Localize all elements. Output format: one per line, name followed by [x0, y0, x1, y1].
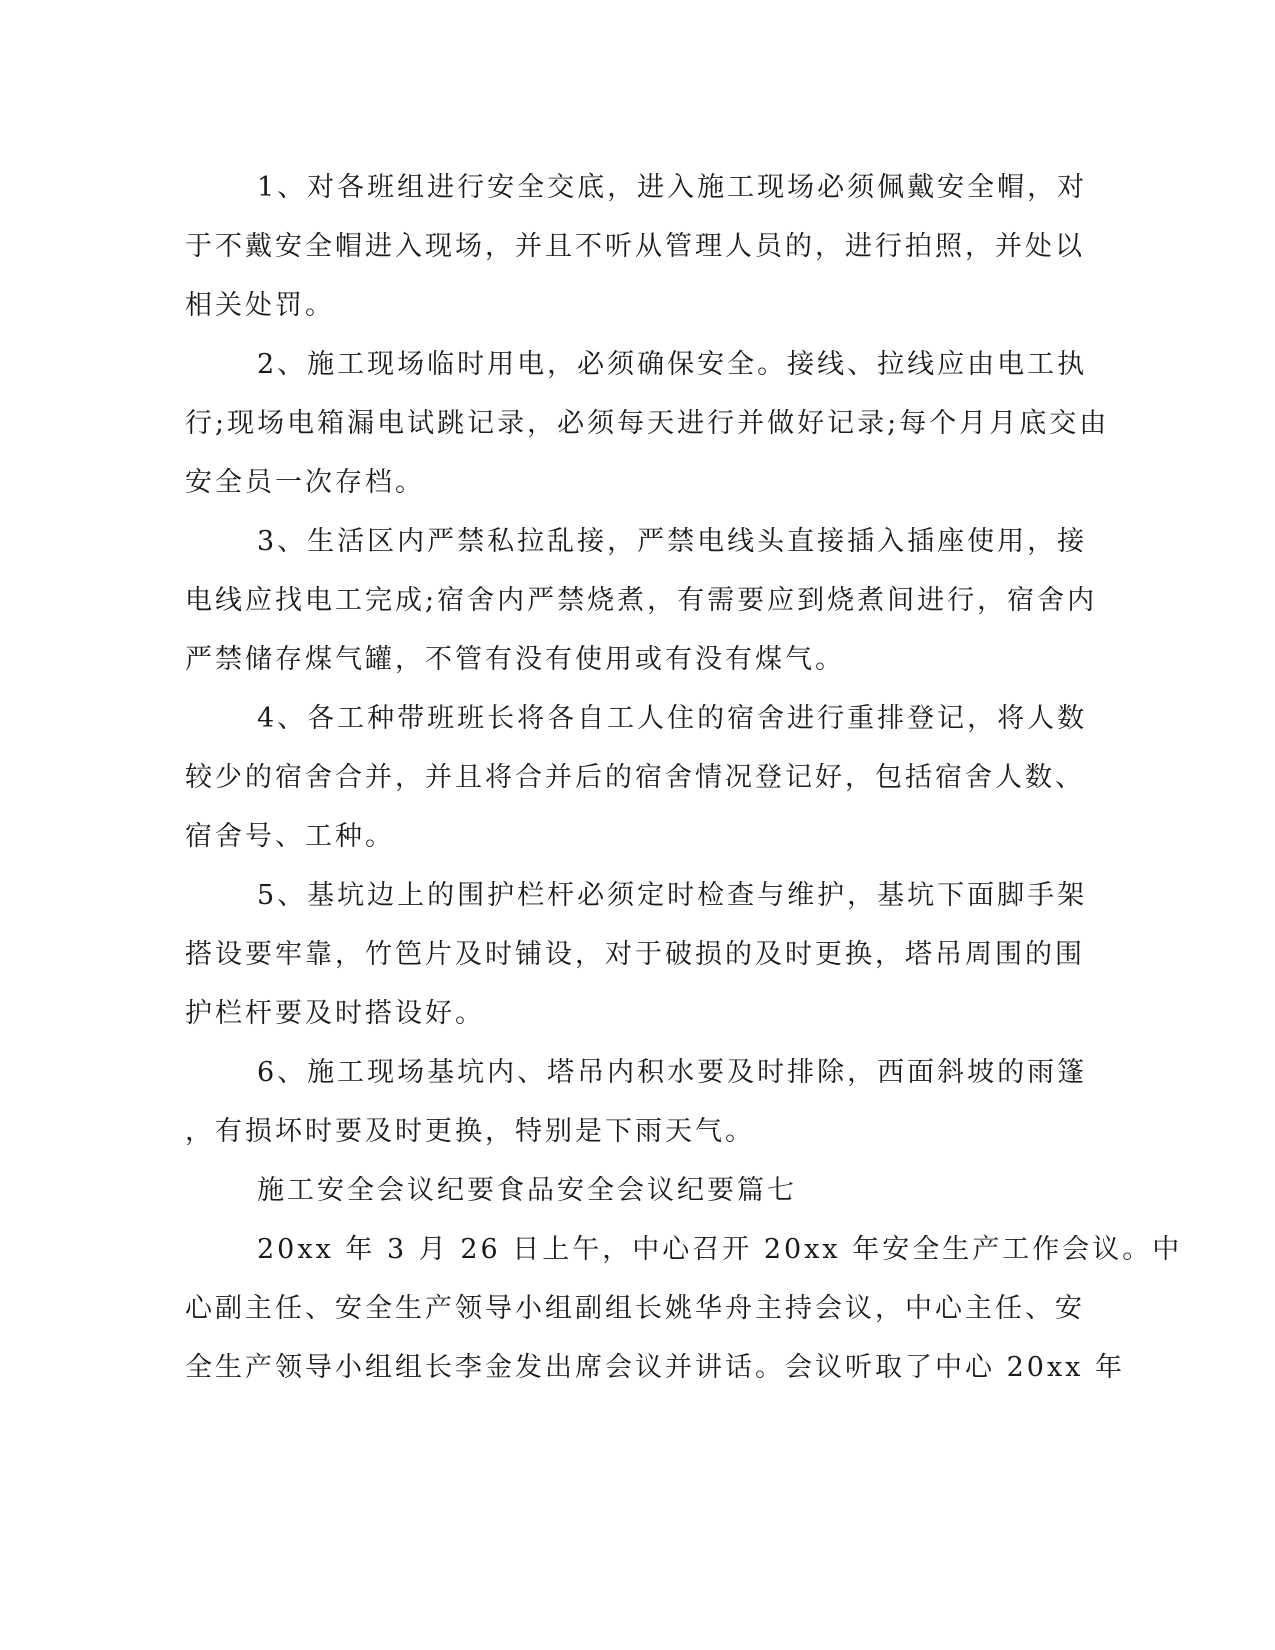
section-title: 施工安全会议纪要食品安全会议纪要篇七 [257, 1175, 797, 1206]
paragraph-4 [185, 689, 1088, 866]
text-line: 相关处罚。 [185, 290, 335, 321]
text-line: 行;现场电箱漏电试跳记录，必须每天进行并做好记录;每个月月底交由 [185, 408, 1110, 439]
paragraph-3 [185, 512, 1098, 689]
text-line: 4、各工种带班班长将各自工人住的宿舍进行重排登记，将人数 [257, 703, 1088, 734]
paragraph-1 [185, 158, 1088, 335]
text-line: 3、生活区内严禁私拉乱接，严禁电线头直接插入插座使用，接 [257, 526, 1088, 557]
text-line: 宿舍号、工种。 [185, 821, 395, 852]
text-line: 20xx 年 3 月 26 日上午，中心召开 20xx 年安全生产工作会议。中 [257, 1234, 1183, 1265]
paragraph-2 [185, 335, 1110, 512]
text-line: 较少的宿舍合并，并且将合并后的宿舍情况登记好，包括宿舍人数、 [185, 762, 1085, 793]
text-line: 严禁储存煤气罐，不管有没有使用或有没有煤气。 [185, 644, 845, 675]
text-line: 搭设要牢靠，竹笆片及时铺设，对于破损的及时更换，塔吊周围的围 [185, 939, 1085, 970]
text-line: 6、施工现场基坑内、塔吊内积水要及时排除，西面斜坡的雨篷 [257, 1057, 1088, 1088]
text-line: 护栏杆要及时搭设好。 [185, 998, 485, 1029]
text-line: 2、施工现场临时用电，必须确保安全。接线、拉线应由电工执 [257, 349, 1088, 380]
text-line: 安全员一次存档。 [185, 467, 425, 498]
text-line: 5、基坑边上的围护栏杆必须定时检查与维护，基坑下面脚手架 [257, 880, 1088, 911]
text-line: ，有损坏时要及时更换，特别是下雨天气。 [185, 1116, 755, 1147]
paragraph-5 [185, 866, 1088, 1043]
section-heading [185, 1161, 1065, 1220]
text-line: 心副主任、安全生产领导小组副组长姚华舟主持会议，中心主任、安 [185, 1293, 1085, 1324]
text-line: 于不戴安全帽进入现场，并且不听从管理人员的，进行拍照，并处以 [185, 231, 1085, 262]
paragraph-6 [185, 1043, 1088, 1161]
paragraph-7 [185, 1220, 1183, 1397]
document-body [185, 158, 1183, 1397]
text-line: 电线应找电工完成;宿舍内严禁烧煮，有需要应到烧煮间进行，宿舍内 [185, 585, 1098, 616]
text-line: 1、对各班组进行安全交底，进入施工现场必须佩戴安全帽，对 [257, 172, 1088, 203]
text-line: 全生产领导小组组长李金发出席会议并讲话。会议听取了中心 20xx 年 [185, 1352, 1125, 1383]
